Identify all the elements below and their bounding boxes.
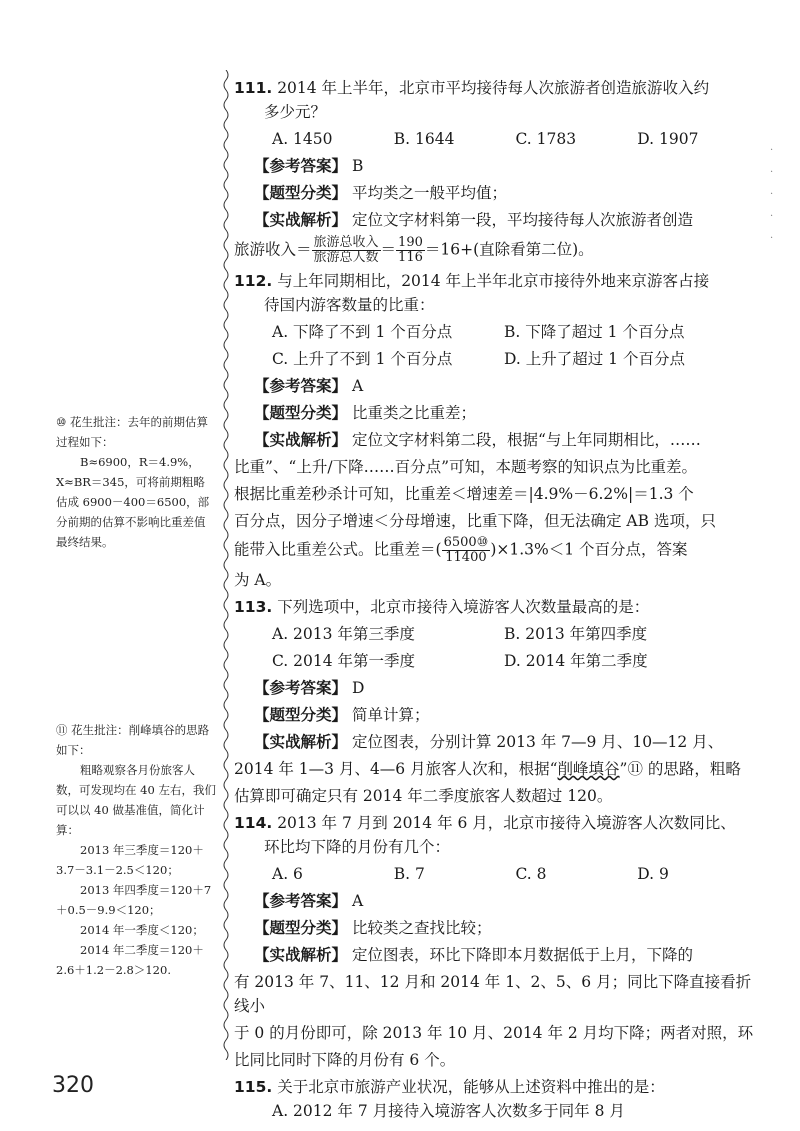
analysis-text: 于 0 的月份即可，除 2013 年 10 月、2014 年 2 月均下降；两者对照，环	[234, 1024, 754, 1042]
option-a: A. 1450	[272, 130, 333, 148]
question-115	[234, 1075, 759, 1123]
sidenote-text: 2014 年二季度＝120＋2.6＋1.2－2.8＞120.	[56, 943, 204, 977]
fraction-numerator: 旅游总收入	[313, 235, 379, 250]
fraction	[442, 536, 491, 565]
option-b: B. 1644	[393, 130, 455, 148]
type-value: 比重类之比重差；	[351, 404, 476, 422]
answer-value: D	[351, 679, 365, 697]
question-number: 111.	[234, 79, 273, 97]
type-label: 【题型分类】	[254, 706, 348, 724]
sidenote-text: B≈6900，R＝4.9%，X≈BR＝345，可将前期粗略估成 6900－400＝6500，部分前期的估算不影响比重差值最终结果。	[56, 455, 210, 549]
option-a: A. 2013 年第三季度	[272, 625, 415, 643]
option-c: C. 2014 年第一季度	[272, 652, 416, 670]
analysis-text: 定位文字材料第一段，平均接待每人次旅游者创造	[351, 211, 693, 229]
wavy-divider	[222, 70, 230, 1060]
question-number: 114.	[234, 814, 273, 832]
analysis-text: 旅游收入＝	[234, 240, 312, 259]
question-text: 2013 年 7 月到 2014 年 6 月，北京市接待入境游客人次数同比、	[277, 814, 736, 832]
type-value: 平均类之一般平均值；	[351, 184, 507, 202]
answer-label: 【参考答案】	[254, 679, 348, 697]
sidenote-heading: ⑪ 花生批注：削峰填谷的思路如下：	[56, 723, 210, 757]
analysis-text: 2014 年 1—3 月、4—6 月旅客人次和，根据“	[234, 760, 558, 778]
analysis-text: 估算即可确定只有 2014 年二季度旅客人数超过 120。	[234, 787, 613, 805]
sidenote-heading: ⑩ 花生批注：去年的前期估算过程如下：	[56, 415, 208, 449]
equals-sign: ＝	[380, 240, 397, 259]
answer-label: 【参考答案】	[254, 377, 348, 395]
option-d: D. 2014 年第二季度	[504, 652, 648, 670]
answer-value: B	[351, 157, 364, 175]
option-a: A. 2012 年 7 月接待入境游客人次数多于同年 8 月	[272, 1102, 625, 1120]
question-number: 115.	[234, 1078, 273, 1096]
fraction	[396, 236, 425, 265]
page-number: 320	[52, 1073, 94, 1098]
option-b: B. 下降了超过 1 个百分点	[504, 323, 685, 341]
analysis-text: 比同比同时下降的月份有 6 个。	[234, 1051, 456, 1069]
option-d: D. 1907	[637, 130, 699, 148]
sidenote-text: 2013 年三季度＝120＋3.7－3.1－2.5＜120；	[56, 843, 204, 877]
option-a: A. 6	[272, 865, 303, 883]
options	[234, 622, 759, 646]
question-text: 关于北京市旅游产业状况，能够从上述资料中推出的是：	[277, 1078, 665, 1096]
option-b: B. 7	[393, 865, 425, 883]
question-text-cont: 环比均下降的月份有几个：	[264, 838, 451, 856]
question-number: 113.	[234, 598, 273, 616]
fraction-denominator: 旅游总人数	[313, 250, 379, 265]
option-c: C. 上升了不到 1 个百分点	[272, 350, 453, 368]
sidenote-text: 2014 年一季度＜120；	[80, 923, 204, 937]
options	[234, 127, 759, 151]
analysis-text: 定位文字材料第二段，根据“与上年同期相比，……	[351, 431, 701, 449]
analysis-text: 有 2013 年 7、11、12 月和 2014 年 1、2、5、6 月；同比下降直接看折线小	[234, 973, 752, 1015]
wavy-underlined-term: 削峰填谷	[557, 760, 620, 778]
answer-value: A	[351, 377, 364, 395]
question-114	[234, 811, 759, 1072]
option-c: C. 8	[515, 865, 547, 883]
answer-value: A	[351, 892, 364, 910]
options	[234, 649, 759, 673]
fraction-denominator: 11400	[445, 550, 487, 565]
analysis-text: 根据比重差秒杀计可知，比重差＜增速差＝|4.9%－6.2%|＝1.3 个	[234, 485, 694, 503]
analysis-text: 百分点，因分子增速＜分母增速，比重下降，但无法确定 AB 选项，只	[234, 512, 716, 530]
question-111	[234, 76, 759, 265]
fraction-numerator: 190	[398, 235, 423, 250]
sidenote-10	[56, 412, 216, 552]
analysis-text: 定位图表，分别计算 2013 年 7—9 月、10—12 月、	[351, 733, 724, 751]
option-d: D. 上升了超过 1 个百分点	[504, 350, 685, 368]
type-value: 简单计算；	[351, 706, 430, 724]
analysis-text: ＝16+(直除看第二位)。	[424, 240, 594, 259]
type-value: 比较类之查找比较；	[351, 919, 492, 937]
question-text: 与上年同期相比，2014 年上半年北京市接待外地来京游客占接	[277, 272, 710, 290]
options	[234, 347, 759, 371]
options	[234, 862, 759, 886]
options	[234, 320, 759, 344]
analysis-text: 比重”、“上升/下降……百分点”可知，本题考察的知识点为比重差。	[234, 458, 697, 476]
type-label: 【题型分类】	[254, 919, 348, 937]
main-column	[234, 76, 759, 1123]
question-text-cont: 待国内游客数量的比重：	[264, 296, 435, 314]
sidenote-11	[56, 720, 216, 980]
fraction-denominator: 116	[398, 250, 423, 265]
question-113	[234, 595, 759, 808]
margin-dots: · · · · ·	[770, 145, 774, 244]
answer-label: 【参考答案】	[254, 892, 348, 910]
analysis-label: 【实战解析】	[254, 733, 348, 751]
analysis-label: 【实战解析】	[254, 946, 348, 964]
analysis-text: 能带入比重差公式。比重差＝(	[234, 540, 442, 559]
question-number: 112.	[234, 272, 273, 290]
answer-label: 【参考答案】	[254, 157, 348, 175]
sidenote-text: 粗略观察各月份旅客人数，可发现均在 40 左右，我们可以以 40 做基准值，简化计算：	[56, 763, 216, 837]
sidenote-text: 2013 年四季度＝120＋7＋0.5－9.9＜120；	[56, 883, 212, 917]
question-text: 2014 年上半年，北京市平均接待每人次旅游者创造旅游收入约	[277, 79, 710, 97]
analysis-label: 【实战解析】	[254, 431, 348, 449]
analysis-text: )×1.3%＜1 个百分点，答案	[490, 540, 688, 559]
analysis-text: 定位图表，环比下降即本月数据低于上月，下降的	[351, 946, 693, 964]
fraction-numerator: 6500⑩	[443, 535, 489, 550]
analysis-label: 【实战解析】	[254, 211, 348, 229]
fraction	[312, 236, 381, 265]
option-c: C. 1783	[515, 130, 577, 148]
option-d: D. 9	[637, 865, 669, 883]
question-112	[234, 269, 759, 592]
analysis-text: ”⑪ 的思路，粗略	[619, 760, 741, 778]
option-a: A. 下降了不到 1 个百分点	[272, 323, 453, 341]
question-text-cont: 多少元？	[264, 103, 327, 121]
option-b: B. 2013 年第四季度	[504, 625, 648, 643]
analysis-text: 为 A。	[234, 571, 282, 589]
type-label: 【题型分类】	[254, 184, 348, 202]
type-label: 【题型分类】	[254, 404, 348, 422]
question-text: 下列选项中，北京市接待入境游客人次数量最高的是：	[277, 598, 650, 616]
